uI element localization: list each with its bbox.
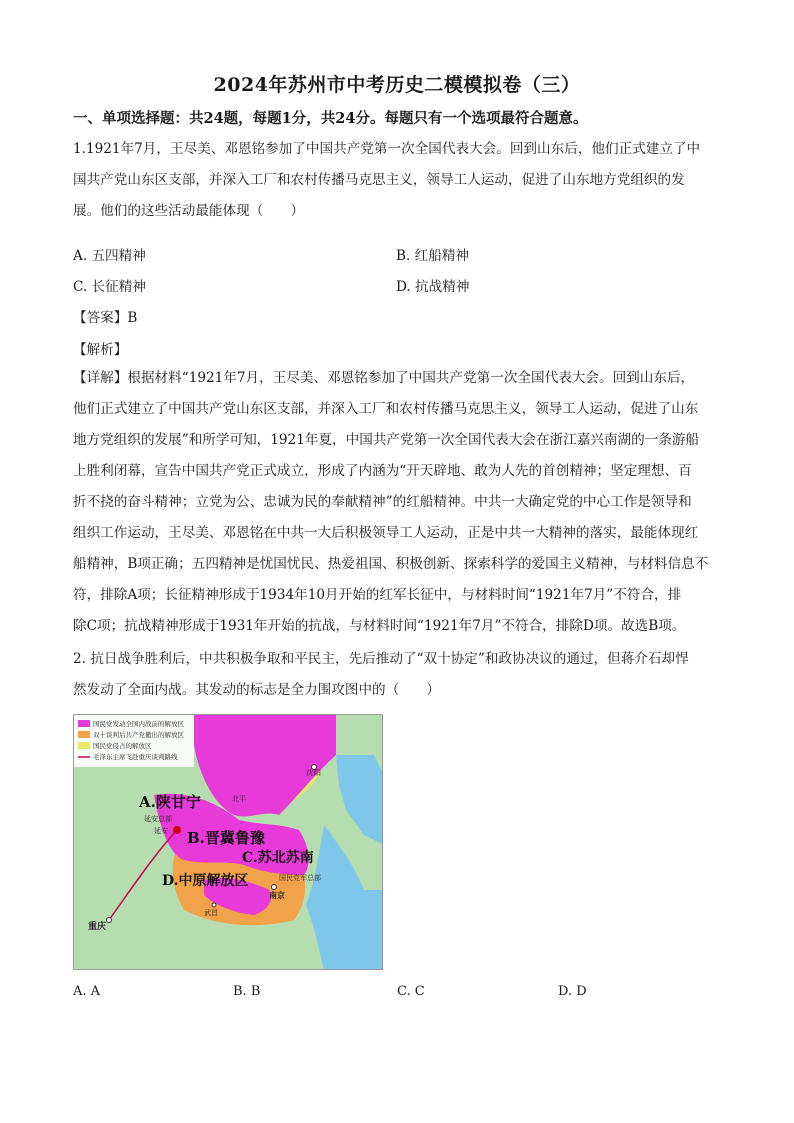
map-label-yanan-hq: 延安总部 bbox=[144, 815, 172, 823]
q1-detail-line: 折不挠的奋斗精神；立党为公、忠诚为民的奉献精神”的红船精神。中共一大确定党的中心工作是领导和 bbox=[73, 494, 692, 510]
section-heading: 一、单项选择题：共24题，每题1分，共24分。每题只有一个选项最符合题意。 bbox=[73, 110, 588, 127]
map-svg bbox=[74, 715, 383, 970]
legend-text-liberated: 国民党发动全国内战前的解放区 bbox=[93, 720, 184, 728]
q1-detail-line: 符，排除A项；长征精神形成于1934年10月开始的红军长征中，与材料时间“1921年7月”不符合，排 bbox=[73, 587, 682, 603]
q1-detail-line: 上胜利闭幕，宣告中国共产党正式成立，形成了内涵为“开天辟地、敢为人先的首创精神；坚定理想、百 bbox=[73, 463, 692, 479]
q2-option-c[interactable]: C. C bbox=[397, 984, 425, 999]
q1-option-d[interactable]: D. 抗战精神 bbox=[396, 279, 470, 295]
map-label-wuchang: 武昌 bbox=[204, 909, 218, 917]
legend-swatch-withdrawn bbox=[78, 731, 90, 738]
wuchang-marker bbox=[212, 903, 216, 907]
q1-detail-line: 船精神，B项正确；五四精神是忧国忧民、热爱祖国、积极创新、探索科学的爱国主义精神，与材料信息不 bbox=[73, 556, 709, 572]
map-label-d: D.中原解放区 bbox=[162, 873, 249, 889]
q1-analysis-label: 【解析】 bbox=[73, 342, 128, 358]
map-label-beiping: 北平 bbox=[232, 795, 246, 803]
map-label-b: B.晋冀鲁豫 bbox=[187, 829, 265, 847]
chongqing-marker bbox=[107, 918, 112, 923]
map-label-kmt-hq: 国民党军总部 bbox=[279, 874, 321, 882]
legend-text-occupied: 国民党侵占的解放区 bbox=[93, 742, 152, 750]
q1-detail-line: 他们正式建立了中国共产党山东区支部，并深入工厂和农村传播马克思主义，领导工人运动，促进了山东 bbox=[73, 401, 699, 417]
map-label-c: C.苏北苏南 bbox=[242, 850, 314, 866]
q1-stem bbox=[73, 134, 725, 227]
q1-option-b[interactable]: B. 红船精神 bbox=[396, 248, 470, 264]
q1-detail bbox=[73, 363, 725, 642]
q2-option-a[interactable]: A. A bbox=[73, 984, 101, 999]
q1-detail-line: 【详解】根据材料“1921年7月，王尽美、邓恩铭参加了中国共产党第一次全国代表大会。回到山东后， bbox=[73, 370, 695, 386]
q1-detail-line: 地方党组织的发展”和所学可知，1921年夏，中国共产党第一次全国代表大会在浙江嘉兴南湖的一条游船 bbox=[73, 432, 700, 448]
q1-option-a[interactable]: A. 五四精神 bbox=[73, 248, 146, 264]
civil-war-map bbox=[73, 714, 383, 970]
map-label-chongqing: 重庆 bbox=[88, 922, 107, 932]
legend-swatch-occupied bbox=[78, 742, 90, 749]
nanjing-marker bbox=[272, 885, 277, 890]
q2-stem-line: 2. 抗日战争胜利后，中共积极争取和平民主，先后推动了“双十协定”和政协决议的通过，但蒋介石却悍 bbox=[73, 651, 689, 667]
map-label-yanan: 延安 bbox=[154, 827, 168, 835]
q2-option-b[interactable]: B. B bbox=[233, 984, 261, 999]
q1-option-c[interactable]: C. 长征精神 bbox=[73, 279, 146, 295]
page-title: 2024年苏州市中考历史二模模拟卷（三） bbox=[213, 74, 581, 96]
legend-text-withdrawn: 双十谈判后共产党撤出的解放区 bbox=[93, 731, 184, 739]
q1-stem-line: 国共产党山东区支部，并深入工厂和农村传播马克思主义，领导工人运动，促进了山东地方党组织的发 bbox=[73, 172, 685, 188]
map-label-nanjing: 南京 bbox=[269, 891, 285, 900]
map-label-a: A.陕甘宁 bbox=[139, 793, 201, 811]
q1-stem-line: 展。他们的这些活动最能体现（ ） bbox=[73, 203, 305, 219]
q1-stem-line: 1.1921年7月，王尽美、邓恩铭参加了中国共产党第一次全国代表大会。回到山东后，他们正式建立了中 bbox=[73, 141, 701, 157]
q1-answer: 【答案】B bbox=[73, 310, 138, 326]
q1-detail-line: 组织工作运动，王尽美、邓恩铭在中共一大后积极领导工人运动，正是中共一大精神的落实，最能体现红 bbox=[73, 525, 699, 541]
legend-swatch-liberated bbox=[78, 720, 90, 727]
yanan-marker bbox=[173, 826, 181, 834]
q2-stem-line: 然发动了全面内战。其发动的标志是全力围攻图中的（ ） bbox=[73, 682, 441, 698]
q2-stem bbox=[73, 644, 725, 706]
legend-text-route: 毛泽东主席飞赴重庆谈判路线 bbox=[93, 753, 178, 761]
map-label-shenyang: 沈阳 bbox=[306, 768, 321, 777]
q1-detail-line: 除C项；抗战精神形成于1931年开始的抗战，与材料时间“1921年7月”不符合，排除D项。故选B项。 bbox=[73, 618, 686, 634]
q2-option-d[interactable]: D. D bbox=[558, 984, 587, 999]
